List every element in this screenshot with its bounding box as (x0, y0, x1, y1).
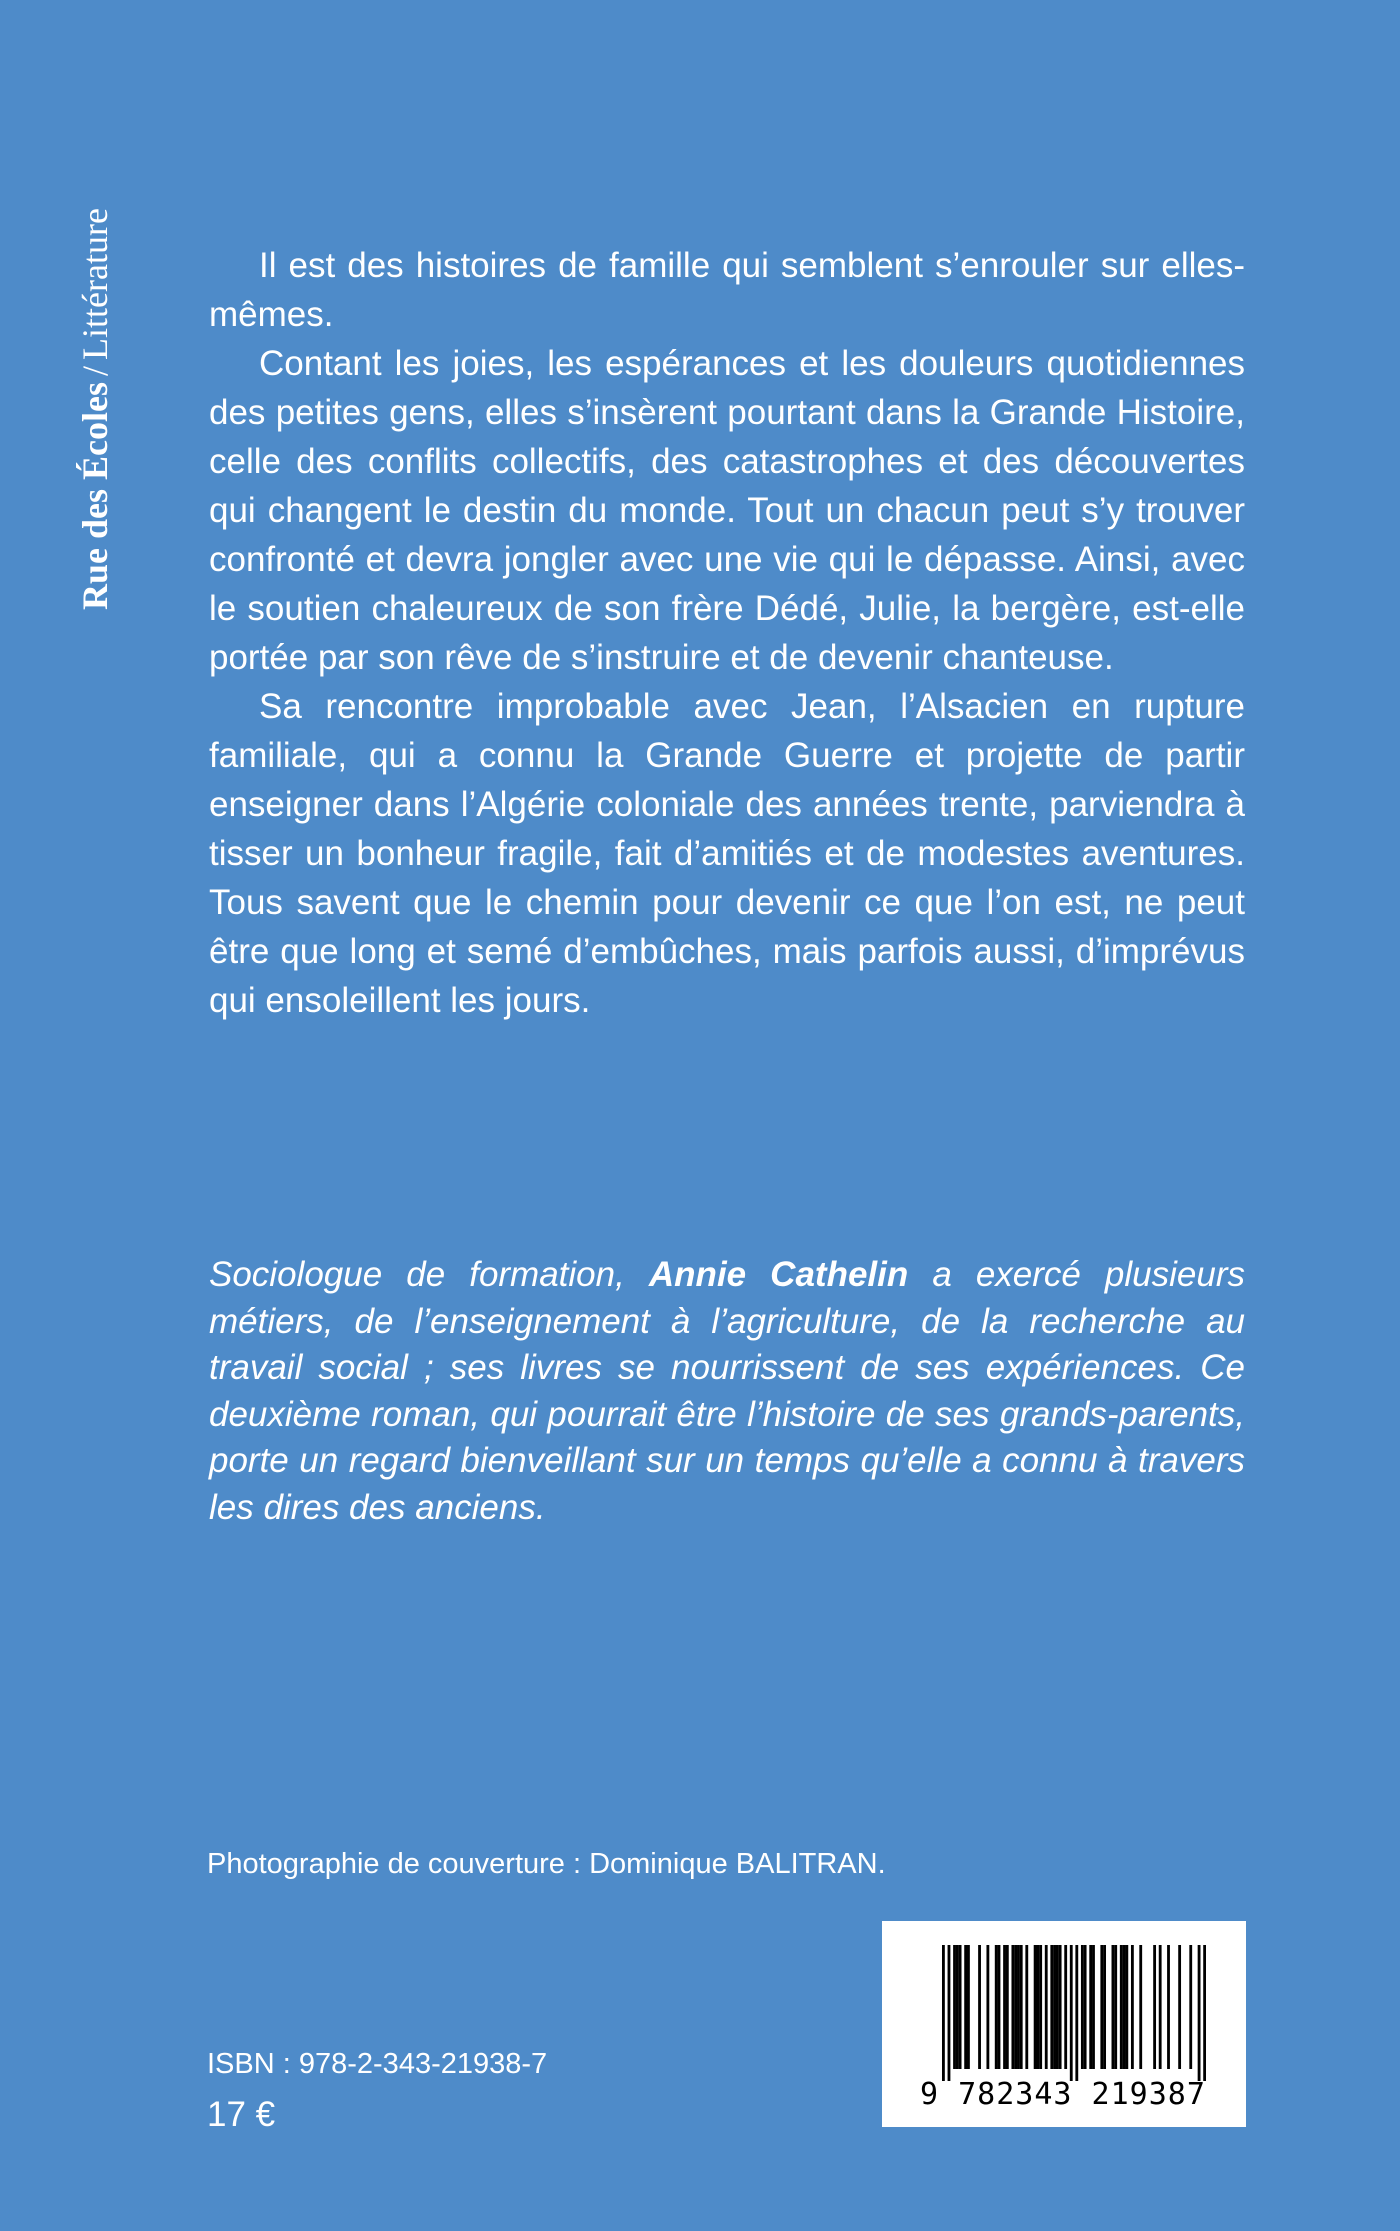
barcode-bar (1056, 1945, 1059, 2069)
barcode-bar (1112, 1945, 1115, 2069)
barcode-bar (1131, 1945, 1134, 2069)
bio-intro: Sociologue de formation, (209, 1255, 625, 1294)
barcode-bar (959, 1945, 962, 2069)
barcode-bar (1034, 1945, 1037, 2069)
barcode (882, 1921, 1246, 2127)
barcode-bar (1159, 1945, 1162, 2069)
series-category: Littérature (75, 208, 115, 360)
barcode-bar (1178, 1945, 1181, 2069)
blurb-paragraph: Contant les joies, les espérances et les douleurs quotidiennes des petites gens, elles s’insèrent pourtant dans la Grande Histoire, celle des conflits collectifs, des catastrophes et des découvertes qui changent le destin du monde. Tout un chacun peut s’y trouver confronté et devra jongler avec une vie qui le dépasse. Ainsi, avec le soutien chaleureux de son frère Dédé, Julie, la bergère, est-elle portée par son rêve de s’instruire et de devenir chanteuse. (209, 344, 1245, 677)
barcode-bar (1011, 1945, 1014, 2069)
price: 17 € (207, 2095, 276, 2134)
barcode-bar (1059, 1945, 1062, 2069)
barcode-bar (1081, 1945, 1084, 2069)
barcode-bar (964, 1945, 967, 2069)
barcode-bar (1125, 1945, 1128, 2069)
barcode-bar (1045, 1945, 1048, 2069)
barcode-bars (942, 1945, 1206, 2081)
barcode-bar (1123, 1945, 1126, 2069)
barcode-bar (948, 1945, 951, 2081)
barcode-bar (1003, 1945, 1006, 2069)
barcode-bar (1036, 1945, 1039, 2069)
barcode-bar (1064, 1945, 1067, 2069)
barcode-bar (1120, 1945, 1123, 2069)
isbn: ISBN : 978-2-343-21938-7 (207, 2048, 548, 2080)
barcode-bar (1050, 1945, 1053, 2069)
barcode-bar (995, 1945, 998, 2069)
barcode-bar (1006, 1945, 1009, 2069)
series-name: Rue des Écoles (75, 382, 115, 610)
barcode-bar (967, 1945, 970, 2069)
barcode-bar (998, 1945, 1001, 2069)
barcode-bar (1100, 1945, 1103, 2069)
blurb-paragraph: Sa rencontre improbable avec Jean, l’Alsacien en rupture familiale, qui a connu la Grande Guerre et projette de partir enseigner dans l’Algérie coloniale des années trente, parviendra à tisser un bonheur fragile, fait d’amitiés et de modestes aventures. Tous savent que le chemin pour devenir ce que l’on est, ne peut être que long et semé d’embûches, mais parfois aussi, d’imprévus qui ensoleillent les jours. (209, 687, 1245, 1020)
barcode-bar (1014, 1945, 1017, 2069)
author-bio-text (209, 1252, 1245, 1531)
blurb-paragraph: Il est des histoires de famille qui semblent s’enrouler sur elles-mêmes. (209, 246, 1245, 334)
book-blurb (209, 241, 1245, 1025)
barcode-bar (1203, 1945, 1206, 2081)
barcode-bar (1167, 1945, 1170, 2069)
barcode-bar (1020, 1945, 1023, 2069)
barcode-bar (986, 1945, 989, 2069)
barcode-bar (1039, 1945, 1042, 2069)
barcode-digits: 9 782343 219387 (920, 2077, 1206, 2112)
barcode-bar (1053, 1945, 1056, 2069)
barcode-bar (1025, 1945, 1028, 2069)
barcode-bar (1070, 1945, 1073, 2081)
series-spine-label (60, 90, 130, 610)
author-name: Annie Cathelin (648, 1255, 909, 1294)
barcode-bar (942, 1945, 945, 2081)
barcode-bar (1153, 1945, 1156, 2069)
barcode-bar (956, 1945, 959, 2069)
barcode-bar (1089, 1945, 1092, 2069)
barcode-bar (1103, 1945, 1106, 2069)
barcode-bar (1189, 1945, 1192, 2069)
barcode-bar (1198, 1945, 1201, 2081)
barcode-bar (1114, 1945, 1117, 2069)
series-separator: / (75, 365, 115, 376)
barcode-bar (978, 1945, 981, 2069)
bio-body: a exercé plusieurs métiers, de l’enseignement à l’agriculture, de la recherche au travail social ; ses livres se nourrissent de ses expériences. Ce deuxième roman, qui pourrait être l’histoire de ses grands-parents, porte un regard bienveillant sur un temps qu’elle a connu à travers les dires des anciens. (209, 1255, 1245, 1527)
barcode-bar (1139, 1945, 1142, 2069)
author-bio (209, 1252, 1245, 1531)
barcode-bar (1075, 1945, 1078, 2081)
barcode-bar (1017, 1945, 1020, 2069)
barcode-bar (1084, 1945, 1087, 2069)
photo-credit: Photographie de couverture : Dominique BALITRAN. (207, 1848, 886, 1880)
barcode-bar (1092, 1945, 1095, 2069)
barcode-bar (953, 1945, 956, 2069)
